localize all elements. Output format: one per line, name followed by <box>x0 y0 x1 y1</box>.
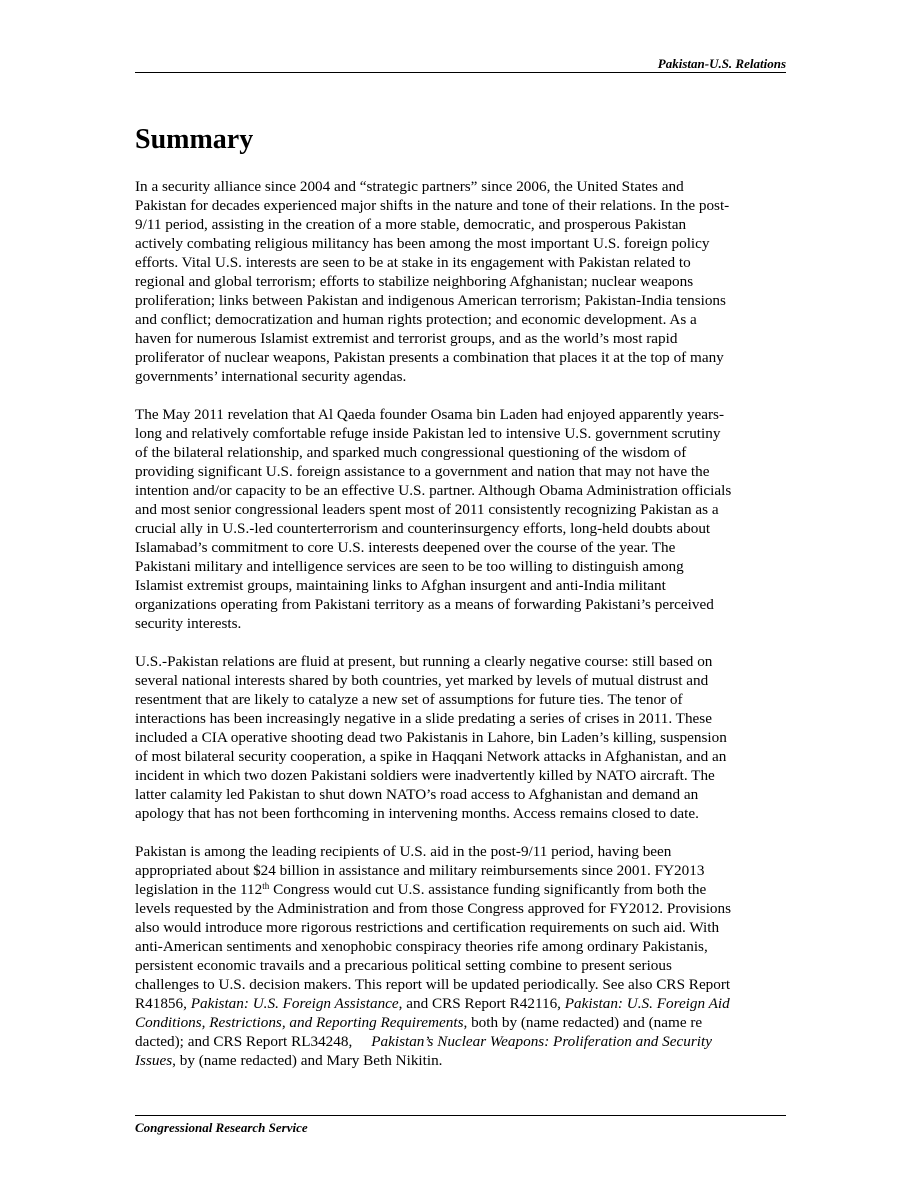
text-line: also would introduce more rigorous restrictions and certification requirements on such aid. With <box>135 919 720 936</box>
text-line: proliferation; links between Pakistan and indigenous American terrorism; Pakistan-India tensions <box>135 292 726 309</box>
text-line: of the bilateral relationship, and sparked much congressional questioning of the wisdom of <box>135 444 687 461</box>
summary-paragraph-4 <box>135 842 786 1070</box>
text-line: incident in which two dozen Pakistani soldiers were inadvertently killed by NATO aircraft. The <box>135 767 715 784</box>
text-fragment: dacted); and CRS Report RL34248, <box>135 1033 372 1050</box>
text-line: latter calamity led Pakistan to shut down NATO’s road access to Afghanistan and demand an <box>135 786 699 803</box>
summary-paragraph-1 <box>135 177 786 386</box>
report-title-nuclear-weapons-cont: Issues <box>135 1052 173 1069</box>
text-line: and most senior congressional leaders spent most of 2011 consistently recognizing Pakistan as a <box>135 501 719 518</box>
summary-body <box>135 177 786 1089</box>
text-line: apology that has not been forthcoming in intervening months. Access remains closed to date. <box>135 805 699 822</box>
text-line: Pakistani military and intelligence services are seen to be too willing to distinguish among <box>135 558 684 575</box>
running-header-title: Pakistan-U.S. Relations <box>657 56 786 71</box>
text-line: security interests. <box>135 615 242 632</box>
text-line <box>135 880 786 899</box>
text-line <box>135 994 786 1013</box>
text-fragment: , and CRS Report R42116, <box>398 995 565 1012</box>
text-line <box>135 1051 786 1070</box>
text-fragment: legislation in the 112 <box>135 881 263 898</box>
text-line: challenges to U.S. decision makers. This report will be updated periodically. See also CRS Report <box>135 976 731 993</box>
page-heading: Summary <box>135 124 254 155</box>
text-line: efforts. Vital U.S. interests are seen to be at stake in its engagement with Pakistan related to <box>135 254 691 271</box>
text-line: Islamist extremist groups, maintaining links to Afghan insurgent and anti-India militant <box>135 577 666 594</box>
text-line: resentment that are likely to catalyze a new set of assumptions for future ties. The tenor of <box>135 691 683 708</box>
text-line: Pakistan for decades experienced major shifts in the nature and tone of their relations. In the post- <box>135 197 730 214</box>
summary-paragraph-3 <box>135 652 786 823</box>
text-line: of most bilateral security cooperation, a spike in Haqqani Network attacks in Afghanistan, and an <box>135 748 727 765</box>
text-line: U.S.-Pakistan relations are fluid at present, but running a clearly negative course: still based on <box>135 653 713 670</box>
text-line: long and relatively comfortable refuge inside Pakistan led to intensive U.S. government scrutiny <box>135 425 721 442</box>
running-footer <box>135 1115 786 1135</box>
text-line: interactions has been increasingly negative in a slide predating a series of crises in 2011. These <box>135 710 712 727</box>
text-fragment: , by (name redacted) and Mary Beth Nikitin. <box>172 1052 443 1069</box>
ordinal-superscript: th <box>262 881 270 891</box>
text-line: anti-American sentiments and xenophobic conspiracy theories rife among ordinary Pakistanis, <box>135 938 708 955</box>
text-line: 9/11 period, assisting in the creation of a more stable, democratic, and prosperous Pakistan <box>135 216 687 233</box>
text-line: appropriated about $24 billion in assistance and military reimbursements since 2001. FY2013 <box>135 862 705 879</box>
report-title-foreign-aid: Pakistan: U.S. Foreign Aid <box>564 995 730 1012</box>
text-line: providing significant U.S. foreign assistance to a government and nation that may not have the <box>135 463 710 480</box>
text-line: several national interests shared by both countries, yet marked by levels of mutual distrust and <box>135 672 709 689</box>
report-title-nuclear-weapons: Pakistan’s Nuclear Weapons: Proliferation and Security <box>371 1033 712 1050</box>
text-line: levels requested by the Administration and from those Congress approved for FY2012. Provisions <box>135 900 732 917</box>
text-line <box>135 1032 786 1051</box>
text-fragment: , both by (name redacted) and (name re <box>463 1014 703 1031</box>
text-line: In a security alliance since 2004 and “strategic partners” since 2006, the United States and <box>135 178 684 195</box>
text-line: governments’ international security agendas. <box>135 368 407 385</box>
text-fragment: R41856, <box>135 995 191 1012</box>
text-line <box>135 1013 786 1032</box>
running-header <box>135 56 786 73</box>
text-line: proliferator of nuclear weapons, Pakistan presents a combination that places it at the top of many <box>135 349 724 366</box>
text-line: haven for numerous Islamist extremist and terrorist groups, and as the world’s most rapid <box>135 330 678 347</box>
text-line: intention and/or capacity to be an effective U.S. partner. Although Obama Administration officials <box>135 482 732 499</box>
text-line: Pakistan is among the leading recipients of U.S. aid in the post-9/11 period, having been <box>135 843 672 860</box>
summary-paragraph-2 <box>135 405 786 633</box>
text-line: and conflict; democratization and human rights protection; and economic development. As a <box>135 311 697 328</box>
text-line: organizations operating from Pakistani territory as a means of forwarding Pakistani’s perceived <box>135 596 714 613</box>
text-line: Islamabad’s commitment to core U.S. interests deepened over the course of the year. The <box>135 539 676 556</box>
text-line: actively combating religious militancy has been among the most important U.S. foreign policy <box>135 235 710 252</box>
report-title-foreign-assistance: Pakistan: U.S. Foreign Assistance <box>190 995 399 1012</box>
text-line: persistent economic travails and a precarious political setting combine to present serious <box>135 957 672 974</box>
text-line: The May 2011 revelation that Al Qaeda founder Osama bin Laden had enjoyed apparently years- <box>135 406 725 423</box>
text-line: crucial ally in U.S.-led counterterrorism and counterinsurgency efforts, long-held doubts about <box>135 520 711 537</box>
text-line: regional and global terrorism; efforts to stabilize neighboring Afghanistan; nuclear weapons <box>135 273 694 290</box>
running-footer-text: Congressional Research Service <box>135 1120 308 1135</box>
text-line: included a CIA operative shooting dead two Pakistanis in Lahore, bin Laden’s killing, suspension <box>135 729 727 746</box>
report-title-foreign-aid-cont: Conditions, Restrictions, and Reporting Requirements <box>135 1014 464 1031</box>
text-fragment: Congress would cut U.S. assistance funding significantly from both the <box>269 881 707 898</box>
